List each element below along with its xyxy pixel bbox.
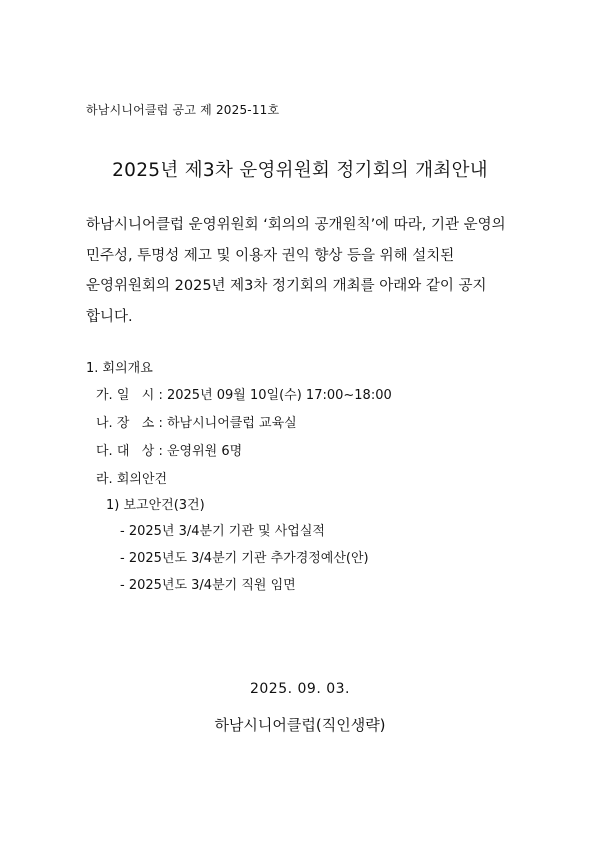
body-line: 합니다. xyxy=(86,308,133,325)
body-paragraph xyxy=(86,210,534,332)
agenda-list-item: - 2025년 3/4분기 기관 및 사업실적 xyxy=(120,524,325,539)
agenda-list-item: - 2025년도 3/4분기 기관 추가경정예산(안) xyxy=(120,551,369,566)
issue-date: 2025. 09. 03. xyxy=(249,681,350,697)
body-line: 운영위원회의 2025년 제3차 정기회의 개최를 아래와 같이 공지 xyxy=(86,278,487,294)
agenda-sub-heading: 1) 보고안건(3건) xyxy=(106,498,205,513)
overview-item-location: 나. 장 소 : 하남시니어클럽 교육실 xyxy=(96,416,297,431)
agenda-list-item: - 2025년도 3/4분기 직원 임면 xyxy=(120,578,296,593)
issuer-name: 하남시니어클럽(직인생략) xyxy=(214,716,386,734)
body-line: 민주성, 투명성 제고 및 이용자 권익 향상 등을 위해 설치된 xyxy=(86,247,455,264)
body-line: 하남시니어클럽 운영위원회 ‘회의의 공개원칙’에 따라, 기관 운영의 xyxy=(86,217,506,233)
overview-item-attendees: 다. 대 상 : 운영위원 6명 xyxy=(96,444,243,459)
overview-item-agenda: 라. 회의안건 xyxy=(96,472,168,487)
document-title: 2025년 제3차 운영위원회 정기회의 개최안내 xyxy=(112,160,488,181)
notice-number: 하남시니어클럽 공고 제 2025-11호 xyxy=(86,103,280,117)
overview-item-datetime: 가. 일 시 : 2025년 09월 10일(수) 17:00~18:00 xyxy=(96,388,392,403)
section-heading: 1. 회의개요 xyxy=(86,361,153,376)
